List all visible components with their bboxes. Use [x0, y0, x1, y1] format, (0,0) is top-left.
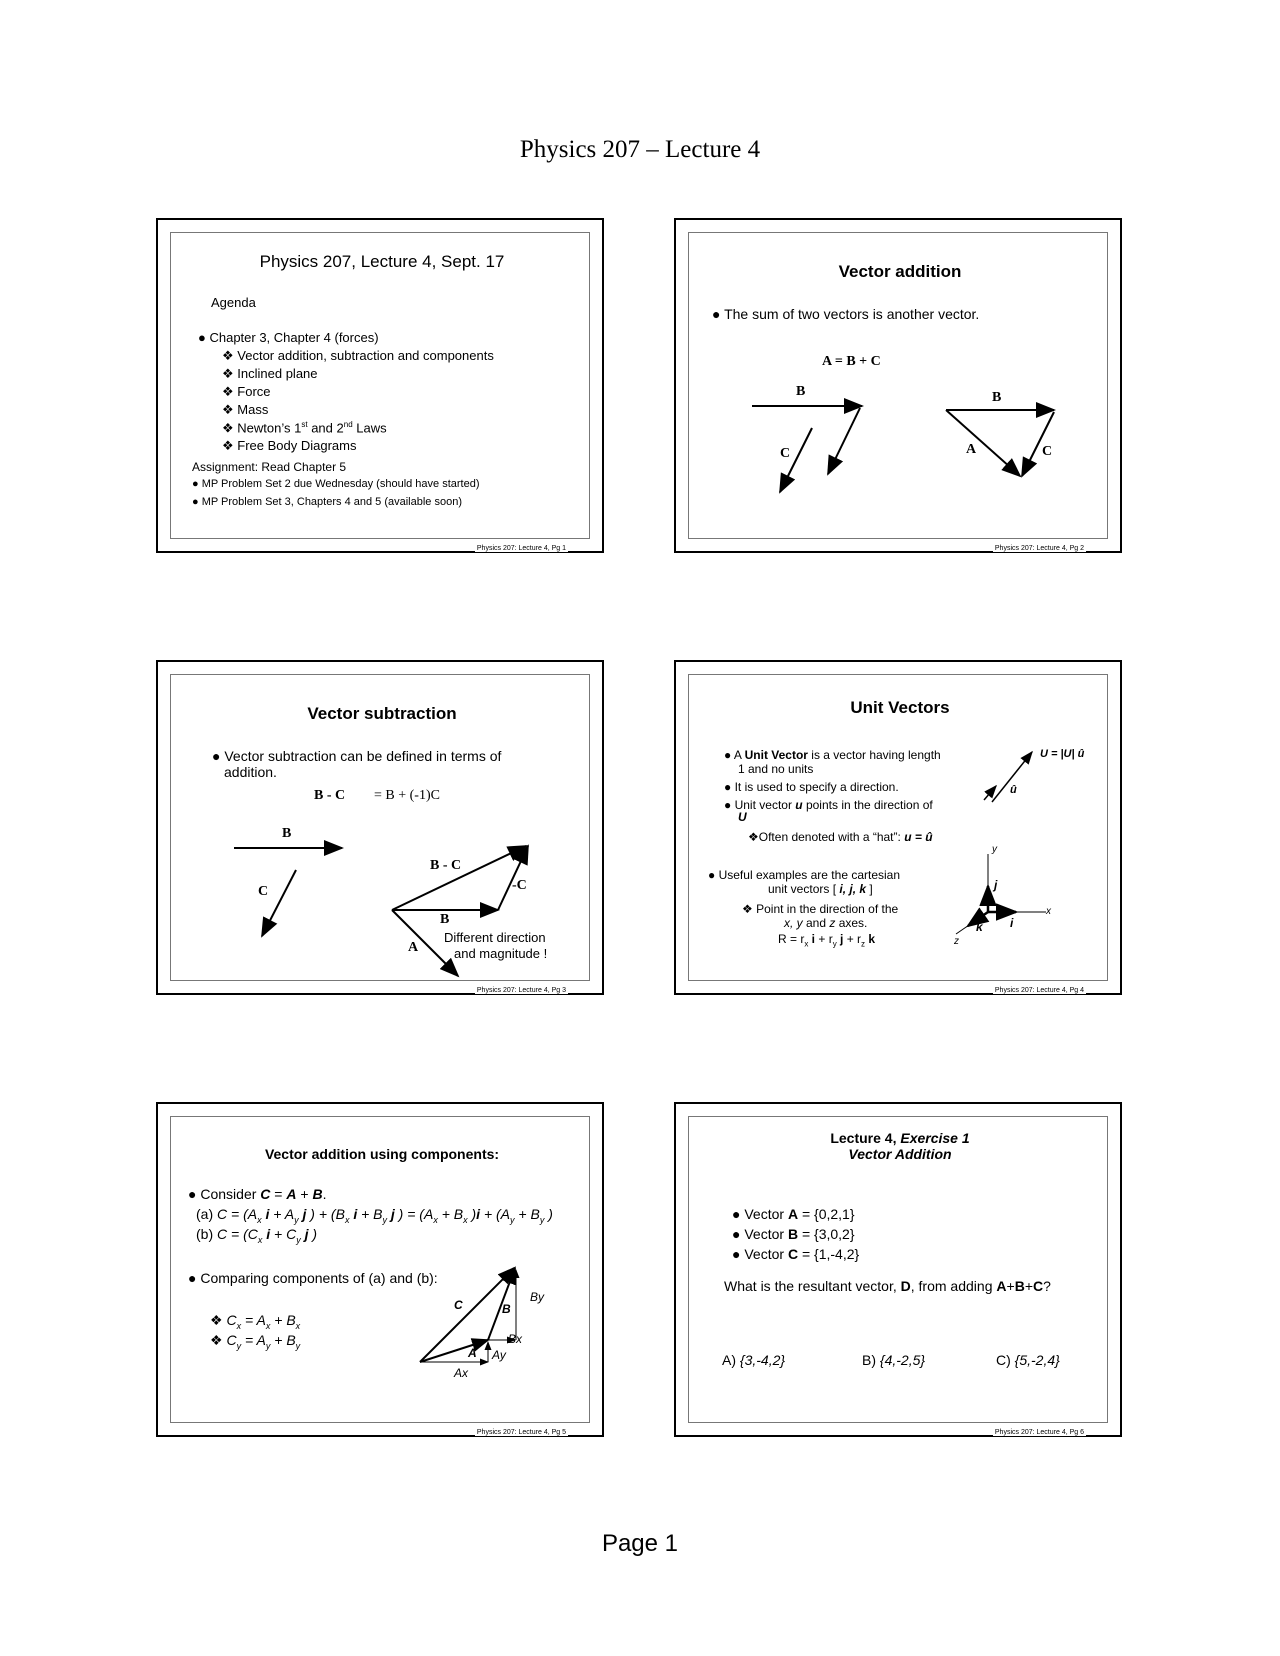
vector-c-arrow [828, 408, 860, 474]
label-c: C [258, 884, 269, 899]
axis-x-label: x [1046, 906, 1051, 917]
label-b: B [796, 384, 806, 399]
label-c: C [1042, 444, 1053, 459]
slide-footer: Physics 207: Lecture 4, Pg 2 [994, 545, 1084, 552]
label-ay: Ay [492, 1348, 506, 1362]
consider-bullet: ● Consider C = A + B. [188, 1186, 327, 1202]
option-a[interactable]: A) {3,-4,2} [722, 1352, 786, 1368]
label-neg-c: -C [512, 878, 527, 893]
slide-1 [156, 218, 604, 553]
label-b-minus-c: B - C [430, 858, 462, 873]
label-b: B [440, 912, 450, 927]
option-c[interactable]: C) {5,-2,4} [996, 1352, 1060, 1368]
exercise-question: What is the resultant vector, D, from adding A+B+C? [724, 1278, 1051, 1294]
cartesian-sub-cont: x, y and z axes. [784, 916, 868, 930]
equation-b: (b) $C = (C_x$ $i + C_y$ j ) [196, 1226, 318, 1245]
slide-footer: Physics 207: Lecture 4, Pg 4 [994, 987, 1084, 994]
cartesian-sub: ❖ Point in the direction of the [742, 902, 899, 916]
magnitude-note: and magnitude ! [454, 946, 548, 961]
label-by: By [530, 1290, 545, 1304]
page-number: Page 1 [601, 1530, 679, 1557]
slide-4-title: Unit Vectors [850, 698, 950, 717]
agenda-sub-4: ❖ Mass [222, 402, 269, 417]
slide-5-title: Vector addition using components: [264, 1146, 500, 1162]
vector-b-minus-c-arrow [392, 846, 526, 910]
unit-vector-u-label: U [738, 810, 747, 824]
equation-a: (a) $C = (A_x$ $i + A_y$ j ) + ($B_x$ $i + B_y$ j ) = ($A_x + B_x$ )$i + (A_y + B_y$ ) [196, 1206, 553, 1225]
mp-item-2: ● MP Problem Set 3, Chapters 4 and 5 (available soon) [192, 496, 462, 508]
sum-equation: A = B + C [822, 354, 881, 369]
subtraction-bullet-cont: addition. [224, 764, 277, 780]
slide-footer: Physics 207: Lecture 4, Pg 6 [994, 1429, 1084, 1436]
cartesian-bullet-cont: unit vectors [ i, j, k ] [768, 882, 873, 896]
slide-5 [156, 1102, 604, 1437]
label-a: A [408, 940, 419, 955]
unit-k-label: k [976, 920, 983, 934]
label-c: C [454, 1298, 463, 1312]
slide-footer: Physics 207: Lecture 4, Pg 1 [476, 545, 566, 552]
subtraction-bullet: ● Vector subtraction can be defined in terms of [212, 748, 502, 764]
label-b: B [992, 390, 1002, 405]
slide-footer: Physics 207: Lecture 4, Pg 5 [476, 1429, 566, 1436]
label-a: A [966, 442, 977, 457]
agenda-sub-3: ❖ Force [222, 384, 271, 399]
vector-a-arrow [946, 410, 1020, 476]
slide-6-subtitle: Vector Addition [848, 1146, 952, 1162]
option-b[interactable]: B) {4,-2,5} [862, 1352, 926, 1368]
u-hat-label: û [1010, 784, 1017, 796]
label-c: C [780, 446, 791, 461]
vector-c-def: ● Vector C = {1,-4,2} [732, 1246, 860, 1262]
components-diagram [158, 1104, 606, 1439]
subtraction-eq-left: B - C [314, 788, 346, 803]
mp-item-1: ● MP Problem Set 2 due Wednesday (should have started) [192, 478, 480, 490]
agenda-bullet: ● Chapter 3, Chapter 4 (forces) [198, 330, 379, 345]
unit-vector-bullet-2: ● It is used to specify a direction. [724, 780, 899, 794]
slide-6 [674, 1102, 1122, 1437]
unit-vector-bullet-1: ● A Unit Vector is a vector having length [724, 748, 941, 762]
label-b: B [282, 826, 292, 841]
direction-note: Different direction [444, 930, 546, 945]
label-bx: Bx [508, 1332, 523, 1346]
agenda-sub-1: ❖ Vector addition, subtraction and components [222, 348, 494, 363]
agenda-label: Agenda [211, 295, 256, 310]
slide-2-title: Vector addition [838, 262, 962, 281]
cx-relation: ❖ $C_x = A_x + B_x$ [210, 1312, 301, 1331]
unit-vector-u-hat-arrow [984, 786, 996, 800]
cartesian-bullet: ● Useful examples are the cartesian [708, 868, 901, 882]
axis-y-label: y [992, 844, 997, 855]
slide-4 [674, 660, 1122, 995]
r-decomposition: $R = r_x$ $i + r_y$ $j + r_z$ k [778, 932, 876, 949]
vector-b-def: ● Vector B = {3,0,2} [732, 1226, 855, 1242]
unit-vector-bullet-1-cont: 1 and no units [738, 762, 814, 776]
slide-footer: Physics 207: Lecture 4, Pg 3 [476, 987, 566, 994]
unit-vector-diagram [676, 662, 1124, 997]
comparing-bullet: ● Comparing components of (a) and (b): [188, 1270, 438, 1286]
vector-c-arrow [262, 870, 296, 936]
label-b: B [502, 1302, 511, 1316]
vector-a-def: ● Vector A = {0,2,1} [732, 1206, 855, 1222]
agenda-sub-2: ❖ Inclined plane [222, 366, 318, 381]
label-ax: Ax [454, 1366, 469, 1380]
unit-vector-hat-note: ❖Often denoted with a “hat”: u = û [748, 830, 933, 844]
slide-6-title: Lecture 4, Exercise 1 [830, 1130, 970, 1146]
slide-3-title: Vector subtraction [307, 704, 457, 723]
slide-3 [156, 660, 604, 995]
unit-i-label: i [1010, 916, 1014, 930]
page-title: Physics 207 – Lecture 4 [519, 136, 761, 163]
cy-relation: ❖ $C_y = A_y + B_y$ [210, 1332, 301, 1351]
vector-addition-diagram [676, 220, 1124, 555]
axis-z-label: z [954, 936, 959, 947]
agenda-sub-5: ❖ Newton’s 1st and 2nd Laws [222, 420, 387, 436]
assignment-text: Assignment: Read Chapter 5 [192, 460, 347, 474]
unit-vector-bullet-3: ● Unit vector u points in the direction of [724, 798, 933, 812]
sum-bullet: ● The sum of two vectors is another vector. [712, 306, 980, 322]
slide-1-title: Physics 207, Lecture 4, Sept. 17 [259, 252, 505, 271]
slide-2 [674, 218, 1122, 553]
u-magnitude-label: U = |U| û [1040, 748, 1085, 760]
label-a: A [468, 1346, 477, 1360]
subtraction-eq-right: = B + (-1)C [374, 788, 440, 803]
unit-j-label: j [994, 878, 998, 892]
agenda-sub-6: ❖ Free Body Diagrams [222, 438, 357, 453]
